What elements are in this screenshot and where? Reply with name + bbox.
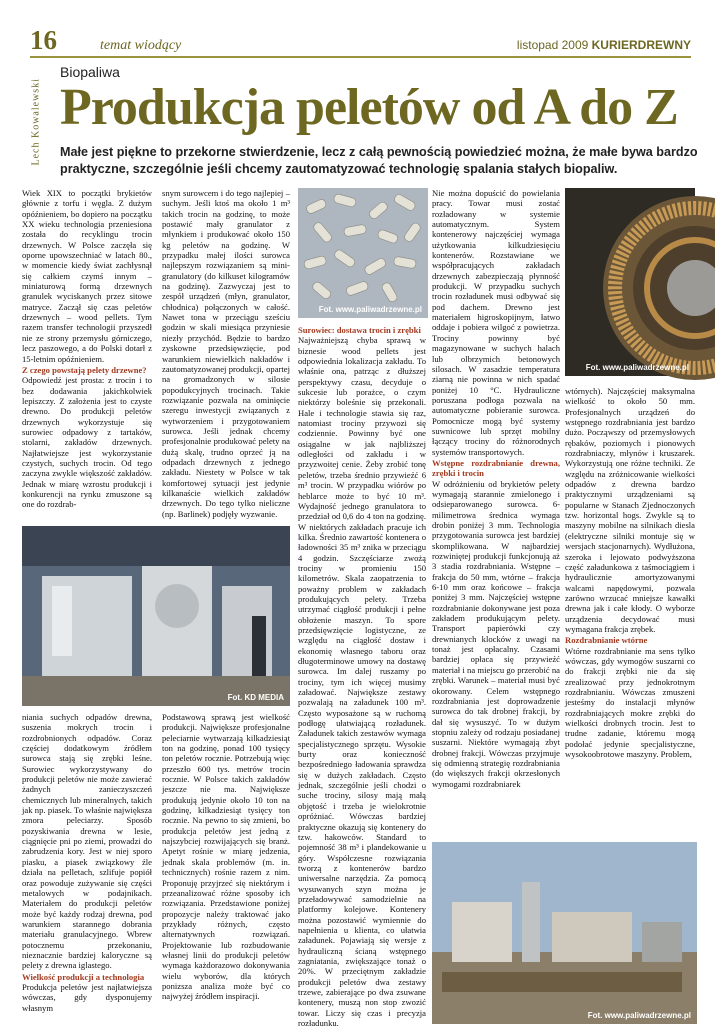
photo-credit: Fot. KD MEDIA bbox=[227, 693, 284, 702]
subheading: Surowiec: dostawa trocin i zrębki bbox=[298, 325, 421, 335]
pellets-photo bbox=[298, 188, 428, 318]
photo-credit: Fot. www.paliwadrzewne.pl bbox=[318, 305, 422, 314]
paragraph: W odróżnieniu od brykietów pelety wymagają starannie zmielonego i odsieparowanego surowca. 6-milimetrowa średnica wymaga drobin poniżej 3 mm. Technologia przygotowania surowca jest bardziej skomplikowana. W najbardziej rozwiniętej produkcji funkcjonują aż 3 stadia rozdrabniania. Wstępne – frakcja do 50 mm, wtórne – frakcja 6-10 mm oraz końcowe – frakcja poniżej 3 mm. Najczęściej wstępne rozdrabnianie dokonywane jest poza zakładem produkującym pelety. Transport papierówki czy drewnianych klocków z uwagi na tonaż jest opłacalny. Czasami bardziej opłaca się przywieźć materiał i na miejscu go przerobić na zrębki. Warunek – materiał musi być okorowany. Celem wstępnego rozdrabniania jest doprowadzenie surowca do tak drobnej frakcji, by dał się wysuszyć. To w dużym stopniu zależy od rodzaju posiadanej suszarni. Niektóre wymagają zbyt drobnej frakcji. Wówczas przyjmuje się odmienną strategię rozdrabniania (do większych frakcji okrzesłonych wymogami rozdrabniarek bbox=[432, 478, 560, 789]
brand-main: KURIER bbox=[591, 38, 638, 52]
plant-exterior-photo bbox=[432, 842, 697, 1024]
subheading: Wstępne rozdrabnianie drewna, zrębki i trocin bbox=[432, 457, 560, 479]
column-1-top bbox=[22, 188, 152, 510]
column-3 bbox=[298, 324, 426, 1029]
pellet-die-illustration bbox=[565, 188, 695, 376]
page-number: 16 bbox=[30, 25, 57, 55]
column-2-top bbox=[162, 188, 290, 522]
paragraph: Produkcja peletów jest najłatwiejsza wówczas, gdy dysponujemy własnym bbox=[22, 981, 152, 1013]
plant-illustration bbox=[432, 842, 697, 1024]
column-2-bottom bbox=[162, 712, 290, 1022]
page-header bbox=[0, 0, 715, 62]
photo-credit: Fot. www.paliwadrzewne.pl bbox=[587, 1011, 691, 1020]
column-3-bottom bbox=[298, 866, 426, 1012]
author-byline bbox=[28, 78, 44, 166]
pellet-die-photo bbox=[565, 188, 695, 376]
header-rule bbox=[30, 56, 691, 58]
column-1-bottom bbox=[22, 712, 152, 1022]
paragraph: Wtórne rozdrabnianie ma sens tylko wówczas, gdy wymogów suszarni co do frakcji zrębki nie da się zrealizować przy jednokrotnym rozdrabnianiu. Wówczas zmuszeni jesteśmy do instalacji młynów rozdrabniających mokre zrębki do wielkości drobnych trocin. Jest to trudne zadanie, któremu mogą podołać jedynie specjalistyczne, wysokoobrotowe maszyny. Problem, bbox=[565, 645, 695, 760]
pellets-illustration bbox=[298, 188, 428, 318]
issue-date: listopad 2009 bbox=[516, 38, 589, 52]
paragraph: Podstawową sprawą jest wielkość produkcji. Największe profesjonalne peleciarnie wytwarzają kilkadziesiąt ton na godzinę, ponad 100 tysięcy ton peletów rocznie. Potrzebują więc przeszło 600 tys. metrów trocin rocznie. W Polsce takich zakładów jeszcze nie ma. Największe produkują jedynie około 10 ton na godzinę, kilkadziesiąt tysięcy ton rocznie. Na pewno to się zmieni, bo produkcja peletów jest jedną z najszybciej rozwijających się branż. Apetyt rośnie w miarę jedzenia, jednak skala problemów (m. in. technicznych) rośnie razem z nim. Proponuję przyjrzeć się niektórym i przeanalizować różne sposoby ich rozwiązania. Przedstawione poniżej propozycje należy traktować jako przykłady różnych, często alternatywnych rozwiązań. Projektowanie lub rozbudowanie własnej linii do produkcji peletów wymaga każdorazowo dokonywania wielu wyborów, dla których ponizsza analiza może być co najwyżej źródłem inspiracji. bbox=[162, 712, 290, 1002]
paragraph: Wiek XIX to początki brykietów głównie z torfu i węgla. Z dużym opóźnieniem, bo dopiero na początku XX wieku technologia przeniesiona została do recyklingu trocin drzewnych. W Polsce zaczęła się oporne upowszechniać w latach 80., w momencie kiedy świat zachłysnął się całkiem czymś innym – miniaturową formą drzewnych granulek wyciskanych przez sitowe matryce. Zaczął się czas peletów drzewnych – wood pellets. Tym razem transfer technologii przyszedł nie ze strony przemysłu górniczego, lecz paszowego, a do Polski dotarł z 15-letnim opóźnieniem. bbox=[22, 188, 152, 364]
author-name: Lech Kowalewski bbox=[30, 78, 42, 166]
article-category: Biopaliwa bbox=[60, 64, 120, 80]
paragraph: wtórnych). Najczęściej maksymalna wielkość to około 50 mm. Profesjonalnych urządzeń do wstępnego rozdrabniania jest bardzo dużo. Począwszy od przemysłowych rębaków, poziomych i pionowych rozdrabniaczy, młynów i kruszarek. Wykorzystują one różne techniki. Ze względu na zróżnicowanie wielkości odpadów z drewna bardzo praktycznymi urządzeniami są popularne w Stanach Zjednoczonych tzw. horizontal hogs. Zwykle są to maszyny mobilne na silnikach diesla (elektryczne silniki montuje się w wersjach stacjonarnych). Wydłużona, szeroka i lejowato podwyższona część załadunkowa z taśmociągiem i hydraulicznie amortyzowanymi walcami napędowymi, pozwala zarówno wrzucać mniejsze kawałki drewna jak i całe kłody. O wyborze urządzenia decydować musi wymagana frakcja zrębek. bbox=[565, 386, 695, 634]
paragraph: Odpowiedź jest prosta: z trocin i to bez dodawania jakichkolwiek lepiszczy. Z założenia jest to czyste drewno. Do produkcji peletów drzewnych wykorzystuje się surowiec odpadowy z tartaków, stolarni, zakładów drzewnych. Najłatwiejsze jest wykorzystanie czystych, suchych trocin. Od tego zaczyna zwykle większość zakładów. Jednak w miarę wzrostu produkcji i konkurencji na rynku zmuszone są one do rozdrab- bbox=[22, 375, 152, 510]
article-lead: Małe jest piękne to przekorne stwierdzenie, lecz z całą pewnością powiedzieć można, że małe bywa bardzo praktyczne, szczególnie jeśli chcemy zautomatyzować technologię spalania stałych biopaliw. bbox=[60, 145, 698, 176]
paragraph: Najważniejszą chyba sprawą w biznesie wood pellets jest odpowiednia lokalizacja zakładu. To właśnie ona, patrząc z dłuższej perspektywy czasu, decyduje o sukcesie lub porażce, o czym niektórzy boleśnie się przekonali. Hale i technologie stawia się raz, natomiast trociny przywozi się codziennie. Powinny być one osiągalne w jak najbliższej odległości od zakładu i w przyzwoitej cenie. Żeby zrobić tonę peletów, trzeba średnio przywieźć 6 m³ trocin. W przypadku wiórów po heblarce może to być 10 m³. Wydajność jednego granulatora to przedział od 0,6 do 4 ton na godzinę. W niektórych zakładach pracuje ich kilka. Średnio zawartość kontenera o ładowności 35 m³ znika w przeciągu 4 godzin. Szczęściarze zwożą trociny w promieniu 150 kilometrów. Skala zaopatrzenia to poważny problem w zakładach produkujących pelety. Trzeba utrzymać ciągłość produkcji i pełne obłożenie maszyn. To spore przedsięwzięcie logistyczne, ze względu na ciągłość dostaw i ekonomię własnego taboru oraz długoterminowe umowy na dostawę surowca. Im dalej ruszamy po trociny, tym ich więcej musimy załadować. Największe zestawy pozwalają na załadunek 100 m³. Często wyposażone są w ruchomą podłogę ułatwiającą rozładunek. Załadunek takich zestawów wymaga specjalistycznego sprzętu. Wysokie burty oraz konieczność bezpośredniego ładowania sprawdza się w dużych zakładach. Często jednak, szczególnie jeśli chodzi o suche trociny, silosy mają małą objętość i trzeba je wielokrotnie opróżniać. Wówczas bardziej praktyczne okazują się kontenery do tzw. hakowców. Standard to pojemność 38 m³ i plandekowanie u góry. Współczesne rozwiązania tworzą z kontenerów bardzo uniwersalne narzędzia. Za pomocą wysuwanych szyn można je przeładowywać samodzielnie na platformy kolejowe. Kontenery można pozostawić wymiennie do napełnienia u klienta, co ułatwia załadunek. Pojawiają się wersje z hydrauliczną ścianą wstępnego zagniatania, zwiększające tonaż o 20%. W przeciętnym zakładzie produkcji peletów dwa zestawy trzewe, zabierające po dwa zsuwane kontenery, muszą non stop zwozić towar. Liczy się czas i precyzja rozładunku. bbox=[298, 335, 426, 1029]
brand-accent: DREWNY bbox=[637, 38, 691, 52]
photo-credit: Fot. www.paliwadrzewne.pl bbox=[585, 363, 689, 372]
issue-info bbox=[517, 38, 691, 52]
column-5 bbox=[565, 386, 695, 766]
paragraph: niania suchych odpadów drewna, suszenia mokrych trocin i rozdrobnionych odpadów. Coraz częściej dodatkowym źródłem surowca stają się zrębki leśne. Surowiec wykorzystywany do produkcji peletów nie może zawierać żadnych zanieczyszczeń chemicznych lub mineralnych, takich jak np. piasek. To właśnie największa zmora peleciarzy. Sposób pozyskiwania drewna w lesie, ciągnięcie pni po ziemi, prowadzi do zabrudzenia kory. Jest w niej sporo piasku, a piasek związkowy źle działa na pelletach, szlifuje popiół oraz powoduje zużywanie się części metalowych w podajnikach. Materiałem do produkcji peletów może być każdy rodzaj drewna, pod warunkiem starannego dobrania materiału granulacyjnego. Wbrew potocznemu przekonaniu, nieznacznie bardziej kaloryczne są pelety z drewna iglastego. bbox=[22, 712, 152, 971]
section-label: temat wiodący bbox=[100, 38, 182, 53]
trade-fair-photo bbox=[22, 526, 290, 706]
article-title: Produkcja peletów od A do Z bbox=[60, 79, 678, 136]
paragraph: snym surowcem i do tego najlepiej – suchym. Jeśli ktoś ma około 1 m³ takich trocin na godzinę, to może postawić mały granulator z młynkiem i produkować około 150 kg peletów na godzinę. W przypadku małej ilości surowca najlepszym rozwiązaniem są mini-granulatory (do kilkuset kilogramów na godzinę). Zazwyczaj jest to zespół urządzeń (młyn, granulator, chłodnica) połączonych w całość. Nawet tona w przeciągu sześciu godzin w skali miesiąca przyniesie niezły przychód. Będzie to bardzo zyskowne przedsięwzięcie, pod warunkiem niewielkich nakładów i zautomatyzowanej produkcji, opartej na gromadzonych w silosie popodukcyjnych trocinach. Takie rozwiązanie pozwala na ominięcie szeregu inwestycji związanych z wytworzeniem i przygotowaniem surowca. Jeśli jednak chcemy profesjonalnie produkować pelety na dużą skalę, trudno oprzeć ją na odpadach drzewnych z jednego zakładu. Niestety w Polsce w tak komfortowej sytuacji jest jedynie kilkanaście wielkich zakładów drzewnych. Do tego tylko nieliczne (np. Barlinek) podjęły wyzwanie. bbox=[162, 188, 290, 519]
subheading: Wielkość produkcji a technologia bbox=[22, 971, 145, 982]
machinery-illustration bbox=[22, 526, 290, 706]
paragraph: Nie można dopuścić do powielania pracy. Towar musi zostać rozładowany w systemie automatycznym. System kontenerowy najczęściej wymaga użytkowania kilkudziesięciu kontenerów. Rozstawiane we współpracujących zakładach drzewnych zabezpieczają płynność produkcji. W przypadku suchych trocin rozładunek musi odbywać się pod dachem. Drewno jest materiałem higroskopijnym, łatwo oddaje i pobiera wilgoć z powietrza. Trociny powinny być magazynowane w suchych halach lub olbrzymich betonowych silosach. W zasadzie temperatura ziarną nie powinna w nich spadać poniżej 10 °C. Hydrauliczne poruszana podłoga pozwala na automatyczne pobieranie surowca. Pomocnicze mogą być systemy suwnicowe lub sprzęt mobilny łączący trociny do różnorodnych systemów transportowych. bbox=[432, 188, 560, 457]
subheading: Rozdrabnianie wtórne bbox=[565, 635, 648, 646]
subheading: Z czego powstają pelety drzewne? bbox=[22, 364, 147, 375]
